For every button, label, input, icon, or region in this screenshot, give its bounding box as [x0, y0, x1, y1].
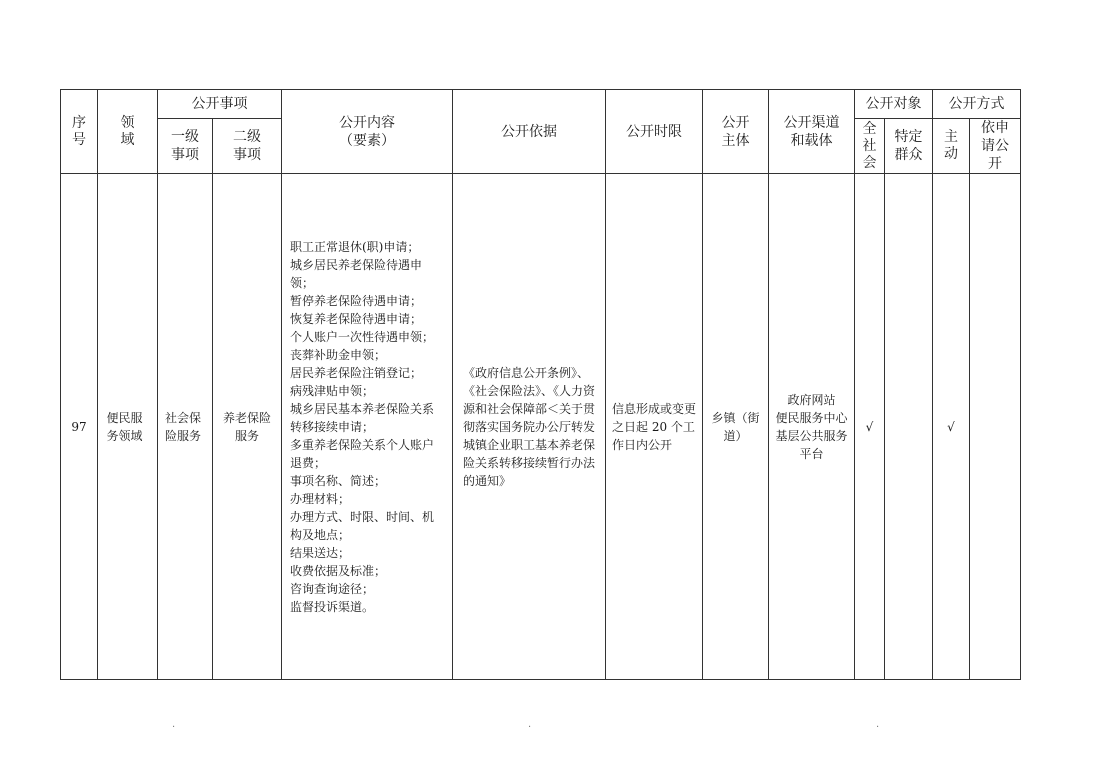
- content-item: 居民养老保险注销登记；: [290, 365, 423, 380]
- header-all-society: 全社会: [855, 119, 885, 174]
- content-item: 恢复养老保险待遇申请；: [290, 311, 423, 326]
- row-level2: 养老保险服务: [213, 174, 282, 680]
- header-target-group: 公开对象: [855, 90, 933, 119]
- scan-dot: ·: [876, 722, 880, 733]
- content-item: 监督投诉渠道。: [290, 599, 375, 614]
- content-item: 结果送达；: [290, 545, 351, 560]
- header-active: 主动: [933, 119, 970, 174]
- content-item: 城乡居民基本养老保险关系转移接续申请；: [290, 401, 435, 434]
- row-content: [282, 174, 453, 680]
- row-basis: 《政府信息公开条例》、《社会保险法》、《人力资源和社会保障部＜关于贯彻落实国务院办公厅转发城镇企业职工基本养老保险关系转移接续暂行办法的通知》: [453, 174, 606, 680]
- row-on-request-mark: [970, 174, 1021, 680]
- header-level2: 二级事项: [213, 119, 282, 174]
- header-content: 公开内容（要素）: [282, 90, 453, 174]
- content-item: 丧葬补助金申领；: [290, 347, 387, 362]
- content-item: 办理方式、时限、时间、机构及地点；: [290, 509, 435, 542]
- row-subject: 乡镇（街道）: [703, 174, 769, 680]
- disclosure-table: [60, 89, 1021, 680]
- content-item: 暂停养老保险待遇申请；: [290, 293, 423, 308]
- header-domain: 领域: [98, 90, 158, 174]
- content-item: 职工正常退休(职)申请；: [290, 239, 420, 254]
- header-channel: 公开渠道和载体: [769, 90, 855, 174]
- header-specific-group: 特定群众: [885, 119, 933, 174]
- header-seq: 序号: [61, 90, 98, 174]
- content-item: 多重养老保险关系个人账户退费；: [290, 437, 435, 470]
- content-item: 个人账户一次性待遇申领；: [290, 329, 435, 344]
- header-level1: 一级事项: [158, 119, 213, 174]
- row-level1: 社会保险服务: [158, 174, 213, 680]
- content-item: 办理材料；: [290, 491, 351, 506]
- header-on-request: 依申请公开: [970, 119, 1021, 174]
- scan-dot: ·: [528, 722, 532, 733]
- channel-item: 政府网站: [787, 392, 836, 407]
- content-list: [282, 238, 452, 616]
- row-all-society-mark: √: [855, 174, 885, 680]
- content-item: 咨询查询途径；: [290, 581, 375, 596]
- header-subject: 公开主体: [703, 90, 769, 174]
- header-row-1: [61, 90, 1021, 119]
- row-domain: 便民服务领域: [98, 174, 158, 680]
- content-item: 城乡居民养老保险待遇申领；: [290, 257, 423, 290]
- row-time-limit: 信息形成或变更之日起 20 个工作日内公开: [606, 174, 703, 680]
- row-specific-group-mark: [885, 174, 933, 680]
- header-time-limit: 公开时限: [606, 90, 703, 174]
- content-item: 事项名称、简述；: [290, 473, 387, 488]
- header-basis: 公开依据: [453, 90, 606, 174]
- channel-item: 基层公共服务平台: [775, 428, 848, 461]
- row-channel: [769, 174, 855, 680]
- header-matter-group: 公开事项: [158, 90, 282, 119]
- header-method-group: 公开方式: [933, 90, 1021, 119]
- channel-list: [769, 391, 854, 463]
- content-item: 收费依据及标准；: [290, 563, 387, 578]
- channel-item: 便民服务中心: [775, 410, 848, 425]
- table-row: [61, 174, 1021, 680]
- scan-dot: ·: [172, 722, 176, 733]
- row-seq: 97: [61, 174, 98, 680]
- content-item: 病残津贴申领；: [290, 383, 375, 398]
- row-active-mark: √: [933, 174, 970, 680]
